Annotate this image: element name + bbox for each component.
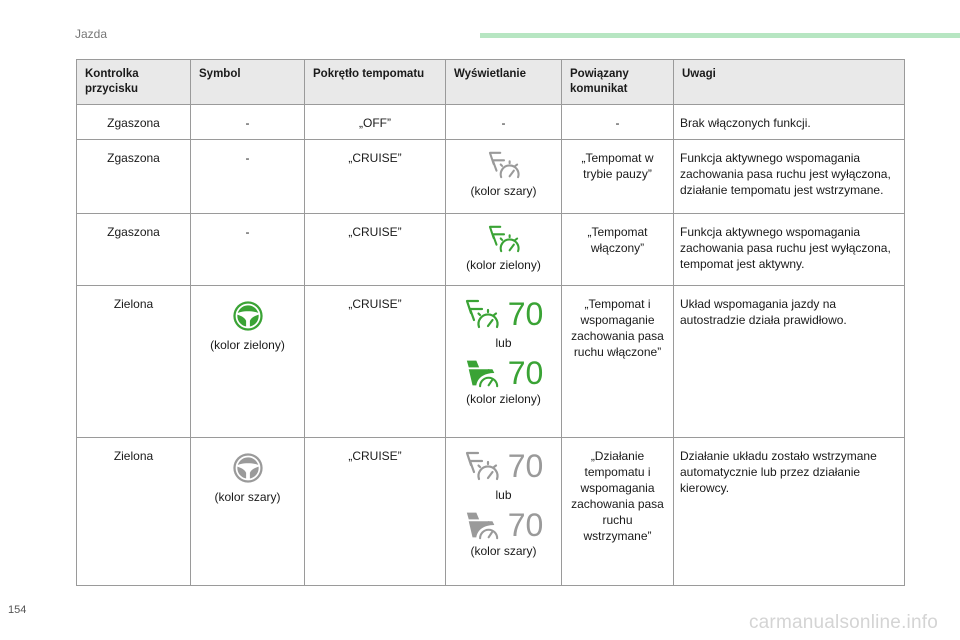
page-number: 154 — [8, 604, 27, 616]
cell-uwagi: Brak włączonych funkcji. — [674, 105, 905, 140]
cell-symbol: - — [191, 105, 305, 140]
cell-symbol — [191, 438, 305, 586]
cell-pokretlo: „CRUISE” — [305, 286, 446, 438]
steering-wheel-icon — [231, 299, 265, 333]
steering-wheel-icon — [231, 451, 265, 485]
cell-symbol: - — [191, 214, 305, 286]
cell-uwagi: Funkcja aktywnego wspomagania zachowania pasa ruchu jest wyłączona, działanie tempomatu jest wstrzymane. — [674, 140, 905, 214]
cell-kontrolka: Zielona — [77, 438, 191, 586]
cruise-control-table — [76, 59, 905, 586]
set-speed-value: 70 — [507, 355, 544, 391]
table-row — [77, 214, 905, 286]
header-komunikat: Powiązany komunikat — [562, 60, 674, 105]
cell-pokretlo: „CRUISE” — [305, 140, 446, 214]
cruise-lane-assist-paused-icon — [464, 450, 500, 482]
cruise-control-active-icon — [487, 224, 521, 254]
cell-kontrolka: Zgaszona — [77, 214, 191, 286]
cell-wyswietlanie — [446, 286, 562, 438]
cell-uwagi: Działanie układu zostało wstrzymane automatycznie lub przez działanie kierowcy. — [674, 438, 905, 586]
cell-pokretlo: „OFF” — [305, 105, 446, 140]
table-row — [77, 105, 905, 140]
table-row — [77, 140, 905, 214]
cell-komunikat: „Tempomat włączony” — [562, 214, 674, 286]
symbol-caption: (kolor zielony) — [210, 338, 285, 352]
section-accent-bar — [480, 33, 960, 38]
cell-komunikat: - — [562, 105, 674, 140]
cell-uwagi: Układ wspomagania jazdy na autostradzie działa prawidłowo. — [674, 286, 905, 438]
cell-komunikat: „Działanie tempomatu i wspomagania zachowania pasa ruchu wstrzymane” — [562, 438, 674, 586]
cruise-control-paused-icon — [487, 150, 521, 180]
cell-pokretlo: „CRUISE” — [305, 438, 446, 586]
cruise-lane-assist-filled-icon — [464, 357, 500, 389]
section-title: Jazda — [75, 27, 108, 41]
set-speed-value: 70 — [507, 296, 544, 332]
display-caption: (kolor szary) — [470, 184, 537, 198]
cell-kontrolka: Zielona — [77, 286, 191, 438]
header-wyswietlanie: Wyświetlanie — [446, 60, 562, 105]
cell-kontrolka: Zgaszona — [77, 105, 191, 140]
cell-wyswietlanie — [446, 438, 562, 586]
cruise-lane-assist-icon — [464, 298, 500, 330]
table-header-row — [77, 60, 905, 105]
cell-symbol — [191, 286, 305, 438]
table-row — [77, 438, 905, 586]
cell-komunikat: „Tempomat i wspomaganie zachowania pasa ruchu włączone” — [562, 286, 674, 438]
display-caption: (kolor szary) — [470, 544, 537, 558]
display-caption: (kolor zielony) — [466, 258, 541, 272]
cell-kontrolka: Zgaszona — [77, 140, 191, 214]
or-label: lub — [495, 488, 512, 502]
watermark: carmanualsonline.info — [748, 612, 938, 633]
symbol-caption: (kolor szary) — [214, 490, 281, 504]
cell-wyswietlanie — [446, 140, 562, 214]
or-label: lub — [495, 336, 512, 350]
cruise-lane-assist-filled-paused-icon — [464, 509, 500, 541]
header-pokretlo: Pokrętło tempomatu — [305, 60, 446, 105]
header-kontrolka: Kontrolka przycisku — [77, 60, 191, 105]
table-row — [77, 286, 905, 438]
header-uwagi: Uwagi — [674, 60, 905, 105]
set-speed-value: 70 — [507, 448, 544, 484]
display-caption: (kolor zielony) — [466, 392, 541, 406]
cell-pokretlo: „CRUISE” — [305, 214, 446, 286]
cell-symbol: - — [191, 140, 305, 214]
cell-uwagi: Funkcja aktywnego wspomagania zachowania pasa ruchu jest wyłączona, tempomat jest aktywny. — [674, 214, 905, 286]
header-symbol: Symbol — [191, 60, 305, 105]
set-speed-value: 70 — [507, 507, 544, 543]
cell-komunikat: „Tempomat w trybie pauzy” — [562, 140, 674, 214]
cell-wyswietlanie: - — [446, 105, 562, 140]
cell-wyswietlanie — [446, 214, 562, 286]
